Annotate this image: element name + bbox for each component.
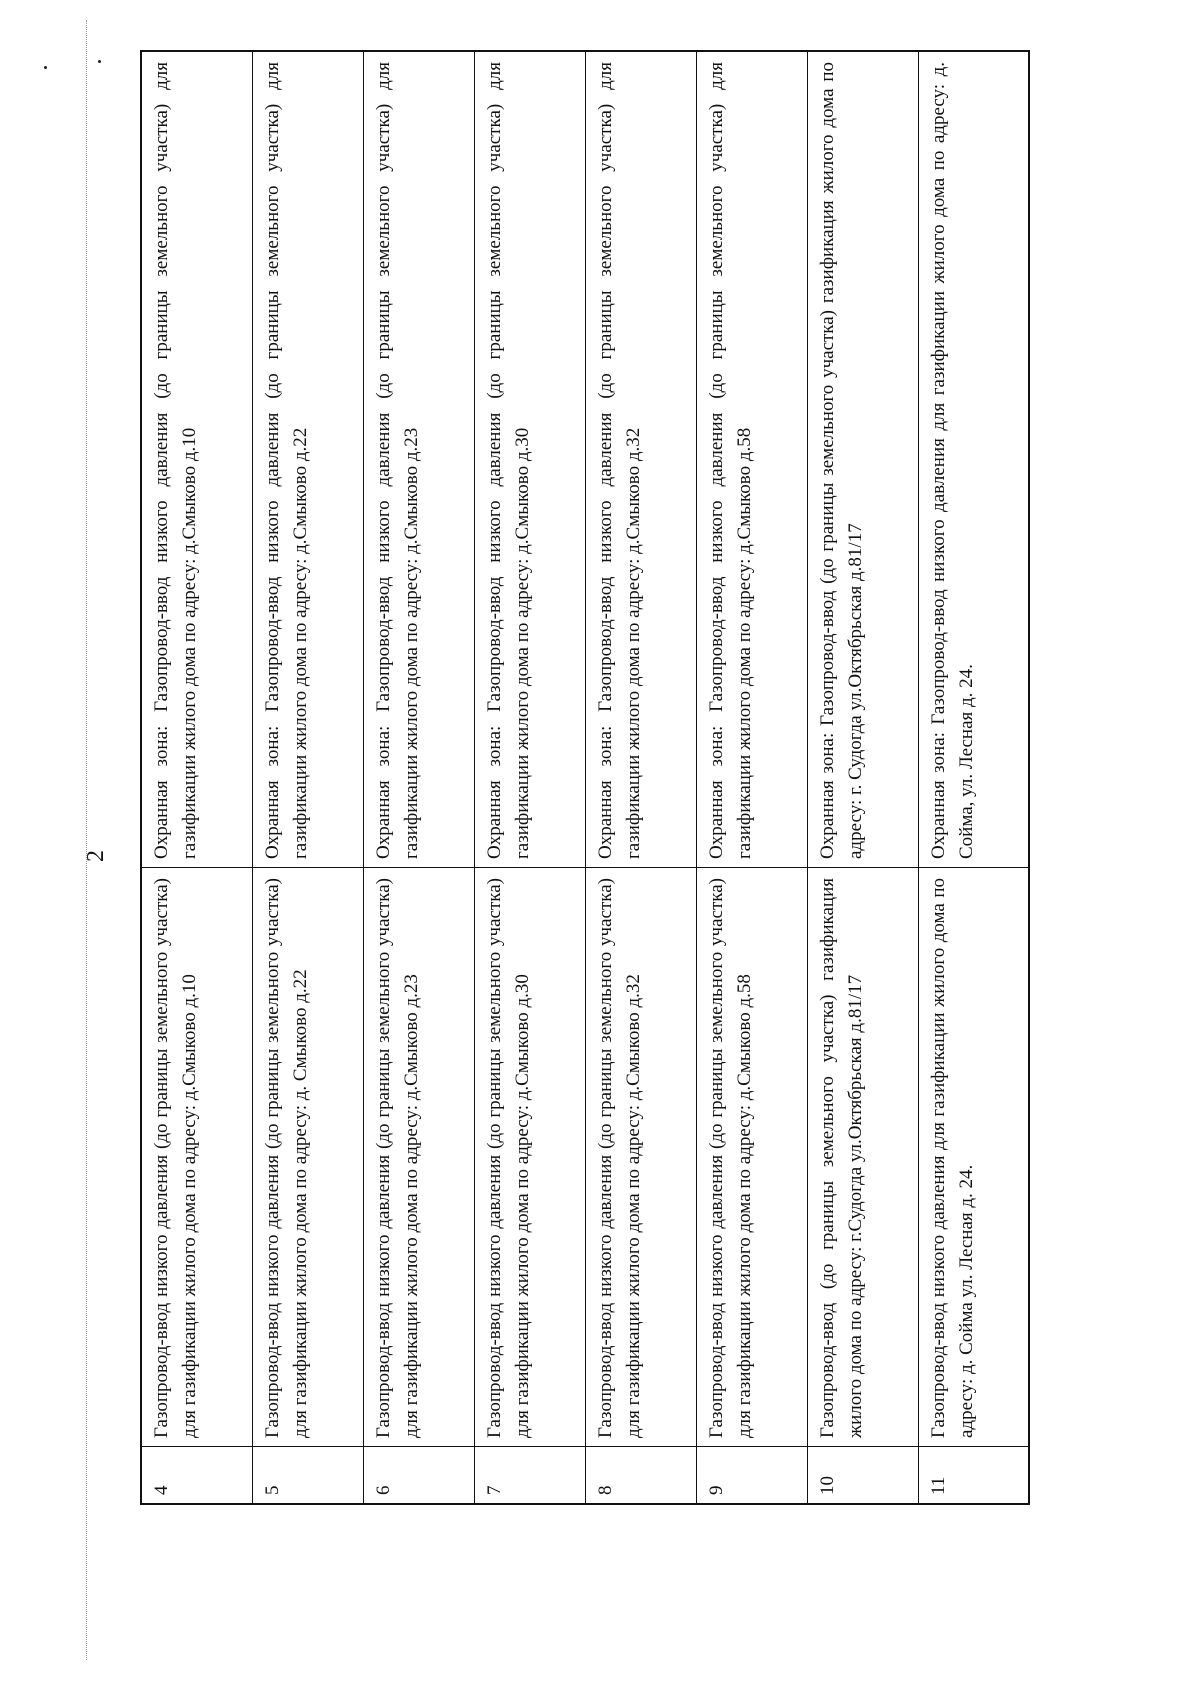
table-row [918, 51, 1029, 1504]
row-number: 6 [363, 1447, 474, 1505]
row-number: 11 [918, 1447, 1029, 1505]
object-description: Газопровод-ввод низкого давления (до границы земельного участка) для газификации жилого дома по адресу: д.Смыково д.23 [363, 868, 474, 1447]
object-description: Газопровод-ввод низкого давления (до границы земельного участка) для газификации жилого дома по адресу: д.Смыково д.10 [141, 868, 252, 1447]
table-row [585, 51, 696, 1504]
scan-speck [44, 66, 47, 69]
scan-speck [98, 60, 101, 63]
table-row [363, 51, 474, 1504]
table-wrapper [140, 50, 1030, 1505]
protection-zone-description: Охранная зона: Газопровод-ввод низкого давления (до границы земельного участка) для газификации жилого дома по адресу: д.Смыково д.32 [585, 51, 696, 868]
protection-zone-description: Охранная зона: Газопровод-ввод (до границы земельного участка) газификация жилого дома по адресу: г. Судогда ул.Октябрьская д.81/17 [807, 51, 918, 868]
table-row [141, 51, 252, 1504]
row-number: 4 [141, 1447, 252, 1505]
table-row [252, 51, 363, 1504]
row-number: 8 [585, 1447, 696, 1505]
object-description: Газопровод-ввод низкого давления (до границы земельного участка) для газификации жилого дома по адресу: д. Смыково д.22 [252, 868, 363, 1447]
rotated-table-area [140, 50, 1030, 1505]
object-description: Газопровод-ввод низкого давления (до границы земельного участка) для газификации жилого дома по адресу: д.Смыково д.58 [696, 868, 807, 1447]
objects-table [140, 50, 1030, 1505]
page-number: 2 [83, 850, 109, 862]
object-description: Газопровод-ввод (до границы земельного участка) газификация жилого дома по адресу: г.Судогда ул.Октябрьская д.81/17 [807, 868, 918, 1447]
row-number: 5 [252, 1447, 363, 1505]
row-number: 10 [807, 1447, 918, 1505]
protection-zone-description: Охранная зона: Газопровод-ввод низкого давления (до границы земельного участка) для газификации жилого дома по адресу: д.Смыково д.22 [252, 51, 363, 868]
table-row [474, 51, 585, 1504]
protection-zone-description: Охранная зона: Газопровод-ввод низкого давления (до границы земельного участка) для газификации жилого дома по адресу: д.Смыково д.30 [474, 51, 585, 868]
row-number: 9 [696, 1447, 807, 1505]
object-description: Газопровод-ввод низкого давления (до границы земельного участка) для газификации жилого дома по адресу: д.Смыково д.30 [474, 868, 585, 1447]
table-row [807, 51, 918, 1504]
protection-zone-description: Охранная зона: Газопровод-ввод низкого давления (до границы земельного участка) для газификации жилого дома по адресу: д.Смыково д.23 [363, 51, 474, 868]
object-description: Газопровод-ввод низкого давления (до границы земельного участка) для газификации жилого дома по адресу: д.Смыково д.32 [585, 868, 696, 1447]
row-number: 7 [474, 1447, 585, 1505]
object-description: Газопровод-ввод низкого давления для газификации жилого дома по адресу: д. Сойма ул. Лесная д. 24. [918, 868, 1029, 1447]
protection-zone-description: Охранная зона: Газопровод-ввод низкого давления (до границы земельного участка) для газификации жилого дома по адресу: д.Смыково д.10 [141, 51, 252, 868]
table-row [696, 51, 807, 1504]
protection-zone-description: Охранная зона: Газопровод-ввод низкого давления для газификации жилого дома по адресу: д. Сойма, ул. Лесная д. 24. [918, 51, 1029, 868]
protection-zone-description: Охранная зона: Газопровод-ввод низкого давления (до границы земельного участка) для газификации жилого дома по адресу: д.Смыково д.58 [696, 51, 807, 868]
